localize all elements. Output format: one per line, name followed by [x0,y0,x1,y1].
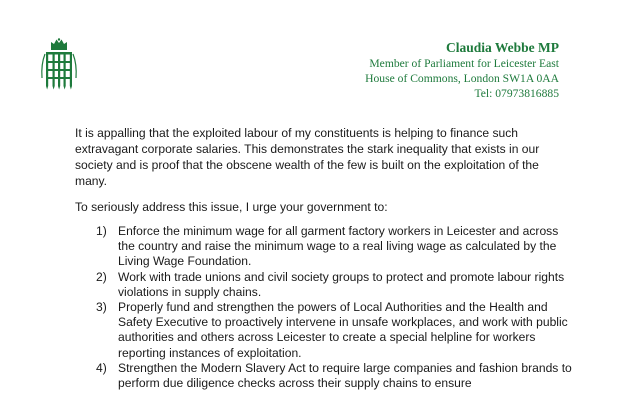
demand-item [96,270,574,300]
demand-number: 3) [96,300,107,315]
portcullis-icon [36,38,82,90]
demand-number: 4) [96,360,107,375]
demand-item [96,300,574,361]
demand-number: 1) [96,224,107,238]
demands-list [96,224,574,391]
demand-text: Properly fund and strengthen the powers of Local Authorities and the Health and Safety Executive to proactively intervene in unsafe workplaces, and work with public authorities and others across Leicester to create a special helpline for workers reporting instances of exploitation. [118,300,568,360]
demand-number: 2) [96,269,107,284]
mp-telephone: Tel: 07973816885 [474,87,559,100]
mp-name: Claudia Webbe MP [445,40,559,55]
demand-item [96,224,574,270]
mp-address: House of Commons, London SW1A 0AA [365,72,559,85]
demand-text: Work with trade unions and civil society groups to protect and promote labour rights violations in supply chains. [118,269,565,299]
letter-paragraph-1: It is appalling that the exploited labour of my constituents is helping to finance such extravagant corporate salaries. This demonstrates the stark inequality that exists in our society and is proof that the obscene wealth of the few is built on the exploitation of the many. [75,126,540,188]
demand-item [96,361,574,391]
letter-paragraph-2: To seriously address this issue, I urge your government to: [75,200,388,214]
mp-role: Member of Parliament for Leicester East [369,57,559,70]
letterhead [365,39,559,101]
demand-text: Strengthen the Modern Slavery Act to require large companies and fashion brands to perform due diligence checks across their supply chains to ensure [118,360,572,391]
demand-text: Enforce the minimum wage for all garment factory workers in Leicester and across the country and raise the minimum wage to a real living wage as calculated by the Living Wage Foundation. [118,224,559,269]
